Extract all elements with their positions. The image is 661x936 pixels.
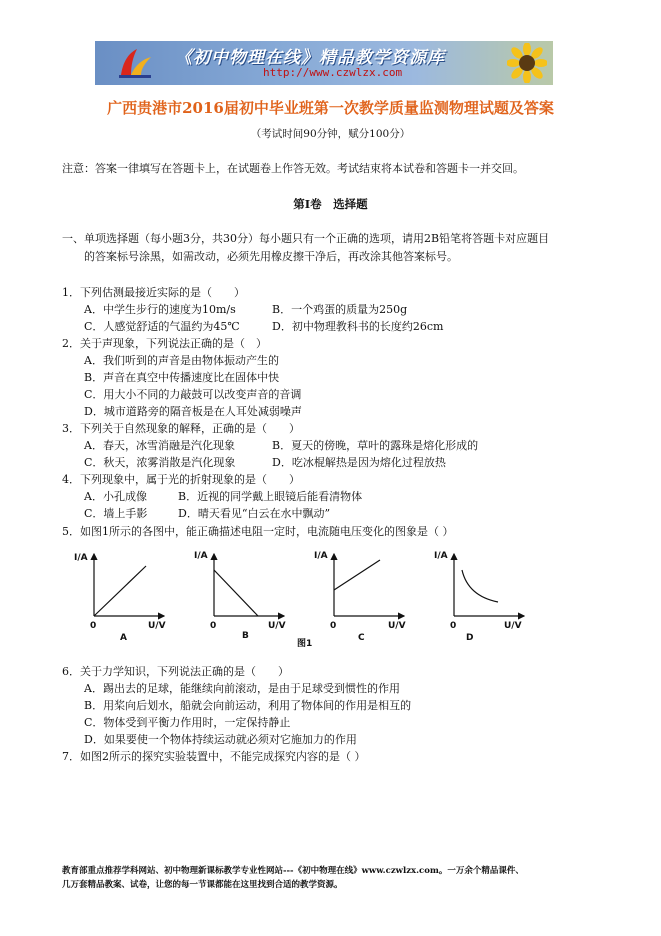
graph-d xyxy=(434,551,524,643)
figure-1-caption: 图1 xyxy=(297,639,313,649)
figure-1 xyxy=(60,544,550,650)
graph-d-xlabel: U/V xyxy=(504,621,522,631)
question-6-option-d: D．如果要使一个物体持续运动就必须对它施加力的作用 xyxy=(84,733,357,746)
exam-info: （考试时间90分钟，赋分100分） xyxy=(250,128,411,140)
graph-c-line xyxy=(334,560,380,590)
footer-line-2: 几万套精品教案、试卷，让您的每一节课都能在这里找到合适的教学资源。 xyxy=(62,880,343,890)
question-4-option-a: A．小孔成像 xyxy=(84,490,147,503)
graph-d-curve xyxy=(462,570,498,602)
graph-a-xlabel: U/V xyxy=(148,621,166,631)
graph-a-line xyxy=(94,566,146,616)
graph-c-origin: 0 xyxy=(330,621,337,631)
question-5-stem: 5．如图1所示的各图中，能正确描述电阻一定时，电流随电压变化的图象是（ ） xyxy=(62,525,454,538)
question-1-option-d: D．初中物理教科书的长度约26cm xyxy=(272,320,444,333)
graph-a xyxy=(74,553,166,643)
graph-b-label: B xyxy=(242,631,249,641)
graph-b-origin: 0 xyxy=(210,621,217,631)
question-1-stem: 1．下列估测最接近实际的是（ ） xyxy=(62,286,245,299)
graph-b-xlabel: U/V xyxy=(268,621,286,631)
question-2-stem: 2．关于声现象，下列说法正确的是（ ） xyxy=(62,337,267,350)
question-1-option-c: C．人感觉舒适的气温约为45℃ xyxy=(84,320,240,333)
question-6-option-c: C．物体受到平衡力作用时，一定保持静止 xyxy=(84,716,291,729)
graph-c-ylabel: I/A xyxy=(314,551,328,561)
question-3-option-d: D．吃冰棍解热是因为熔化过程放热 xyxy=(272,456,446,469)
notice-text: 注意：答案一律填写在答题卡上，在试题卷上作答无效。考试结束将本试卷和答题卡一并交回。 xyxy=(62,162,524,175)
question-6-stem: 6．关于力学知识，下列说法正确的是（ ） xyxy=(62,665,289,678)
question-2-option-c: C．用大小不同的力敲鼓可以改变声音的音调 xyxy=(84,388,302,401)
graph-b xyxy=(194,551,286,641)
question-2-option-a: A．我们听到的声音是由物体振动产生的 xyxy=(84,354,279,367)
instructions-line-1: 一、单项选择题（每小题3分，共30分）每小题只有一个正确的选项，请用2B铅笔将答题卡对应题目 xyxy=(62,232,550,245)
question-6-option-a: A．踢出去的足球，能继续向前滚动，是由于足球受到惯性的作用 xyxy=(84,682,400,695)
graph-b-line xyxy=(214,570,258,616)
section-title: 第Ⅰ卷 选择题 xyxy=(293,197,368,211)
question-3-option-c: C．秋天，浓雾消散是汽化现象 xyxy=(84,456,236,469)
question-3-stem: 3．下列关于自然现象的解释，正确的是（ ） xyxy=(62,422,300,435)
graph-c-xlabel: U/V xyxy=(388,621,406,631)
question-6-option-b: B．用桨向后划水，船就会向前运动，利用了物体间的作用是相互的 xyxy=(84,699,412,712)
banner-url[interactable]: http://www.czwlzx.com xyxy=(263,66,403,79)
question-4-stem: 4．下列现象中，属于光的折射现象的是（ ） xyxy=(62,473,300,486)
sunflower-icon xyxy=(507,43,547,83)
question-4-option-d: D．晴天看见“白云在水中飘动” xyxy=(178,507,331,520)
question-3-option-b: B．夏天的傍晚，草叶的露珠是熔化形成的 xyxy=(272,439,479,452)
leaf-logo-icon xyxy=(117,47,153,79)
graph-d-origin: 0 xyxy=(450,621,457,631)
banner-title: 《初中物理在线》精品教学资源库 xyxy=(175,48,445,68)
graph-d-label: D xyxy=(466,633,474,643)
graph-c xyxy=(314,551,406,643)
instructions-line-2: 的答案标号涂黑，如需改动，必须先用橡皮擦干净后，再改涂其他答案标号。 xyxy=(84,250,458,263)
question-1-option-b: B．一个鸡蛋的质量为250g xyxy=(272,303,408,316)
question-2-option-b: B．声音在真空中传播速度比在固体中快 xyxy=(84,371,280,384)
question-4-option-b: B．近视的同学戴上眼镜后能看清物体 xyxy=(178,490,363,503)
question-1-option-a: A．中学生步行的速度为10m/s xyxy=(84,303,236,316)
question-4-option-c: C．墙上手影 xyxy=(84,507,148,520)
graph-d-ylabel: I/A xyxy=(434,551,448,561)
graph-a-ylabel: I/A xyxy=(74,553,88,563)
graph-a-label: A xyxy=(120,633,127,643)
question-7-stem: 7．如图2所示的探究实验装置中，不能完成探究内容的是（ ） xyxy=(62,750,366,763)
graph-b-ylabel: I/A xyxy=(194,551,208,561)
footer-line-1: 教育部重点推荐学科网站、初中物理新课标教学专业性网站---《初中物理在线》www.czwlzx.com。一万余个精品课件、 xyxy=(62,866,524,876)
question-2-option-d: D．城市道路旁的隔音板是在人耳处减弱噪声 xyxy=(84,405,302,418)
question-3-option-a: A．春天，冰雪消融是汽化现象 xyxy=(84,439,235,452)
graph-a-origin: 0 xyxy=(90,621,97,631)
graph-c-label: C xyxy=(358,633,365,643)
document-title: 广西贵港市2016届初中毕业班第一次教学质量监测物理试题及答案 xyxy=(107,99,554,117)
header-banner xyxy=(95,41,553,85)
